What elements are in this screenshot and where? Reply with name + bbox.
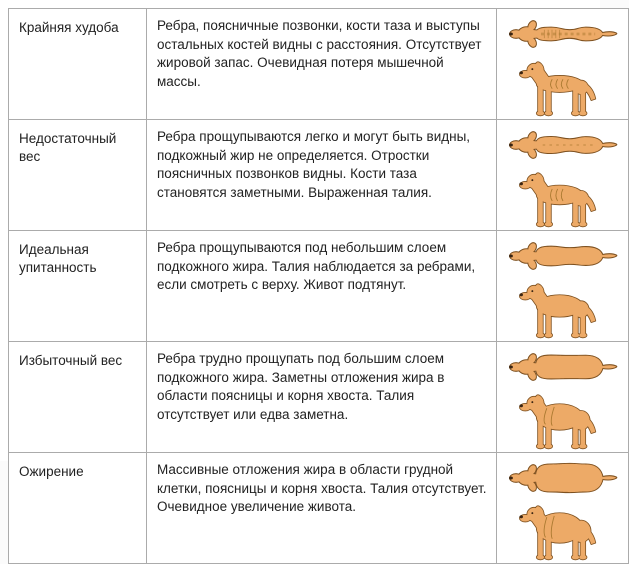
dog-side-view-icon xyxy=(505,390,621,452)
dog-illustration xyxy=(499,12,626,119)
condition-label: Крайняя худоба xyxy=(19,20,119,35)
dog-side-view-icon xyxy=(505,279,621,341)
description-text: Ребра, поясничные позвонки, кости таза и выступы остальных костей видны с расстояния. Отсутствует жировой запас. Очевидная потеря мышечной массы. xyxy=(157,18,482,89)
description-text: Ребра прощупываются под небольшим слоем подкожного жира. Талия наблюдается за ребрами, если смотреть с верху. Живот подтянут. xyxy=(157,240,476,293)
description-text: Ребра прощупываются легко и могут быть видны, подкожный жир не определяется. Отростки поясничных позвонков видны. Кости таза становятся заметными. Выраженная талия. xyxy=(157,129,471,200)
table-row xyxy=(9,342,629,453)
illustration-cell xyxy=(497,231,629,342)
condition-label: Идеальная упитанность xyxy=(19,242,97,276)
dog-side-view-icon xyxy=(505,57,621,119)
table-row xyxy=(9,231,629,342)
dog-illustration xyxy=(499,345,626,452)
dog-top-view-icon xyxy=(505,456,621,500)
condition-label: Избыточный вес xyxy=(19,353,123,368)
description-cell xyxy=(147,120,497,231)
illustration-cell xyxy=(497,453,629,564)
description-cell xyxy=(147,231,497,342)
condition-label: Недостаточный вес xyxy=(19,131,117,165)
table-row xyxy=(9,453,629,564)
description-text: Ребра трудно прощупать под большим слоем подкожного жира. Заметны отложения жира в области поясницы и корня хвоста. Талия отсутствует или едва заметна. xyxy=(157,351,445,422)
description-text: Массивные отложения жира в области грудной клетки, поясницы и корня хвоста. Талия отсутствует. Очевидное увеличение живота. xyxy=(157,462,487,515)
dog-illustration xyxy=(499,123,626,230)
description-cell xyxy=(147,342,497,453)
condition-cell xyxy=(9,342,147,453)
dog-illustration xyxy=(499,234,626,341)
condition-cell xyxy=(9,9,147,120)
body-condition-table xyxy=(8,8,629,564)
dog-top-view-icon xyxy=(505,345,621,389)
condition-cell xyxy=(9,231,147,342)
dog-illustration xyxy=(499,456,626,563)
condition-label: Ожирение xyxy=(19,464,84,479)
condition-cell xyxy=(9,453,147,564)
dog-top-view-icon xyxy=(505,123,621,167)
description-cell xyxy=(147,453,497,564)
illustration-cell xyxy=(497,9,629,120)
table-row xyxy=(9,9,629,120)
dog-side-view-icon xyxy=(505,501,621,563)
table-row xyxy=(9,120,629,231)
dog-top-view-icon xyxy=(505,12,621,56)
dog-side-view-icon xyxy=(505,168,621,230)
description-cell xyxy=(147,9,497,120)
illustration-cell xyxy=(497,120,629,231)
condition-cell xyxy=(9,120,147,231)
illustration-cell xyxy=(497,342,629,453)
dog-top-view-icon xyxy=(505,234,621,278)
